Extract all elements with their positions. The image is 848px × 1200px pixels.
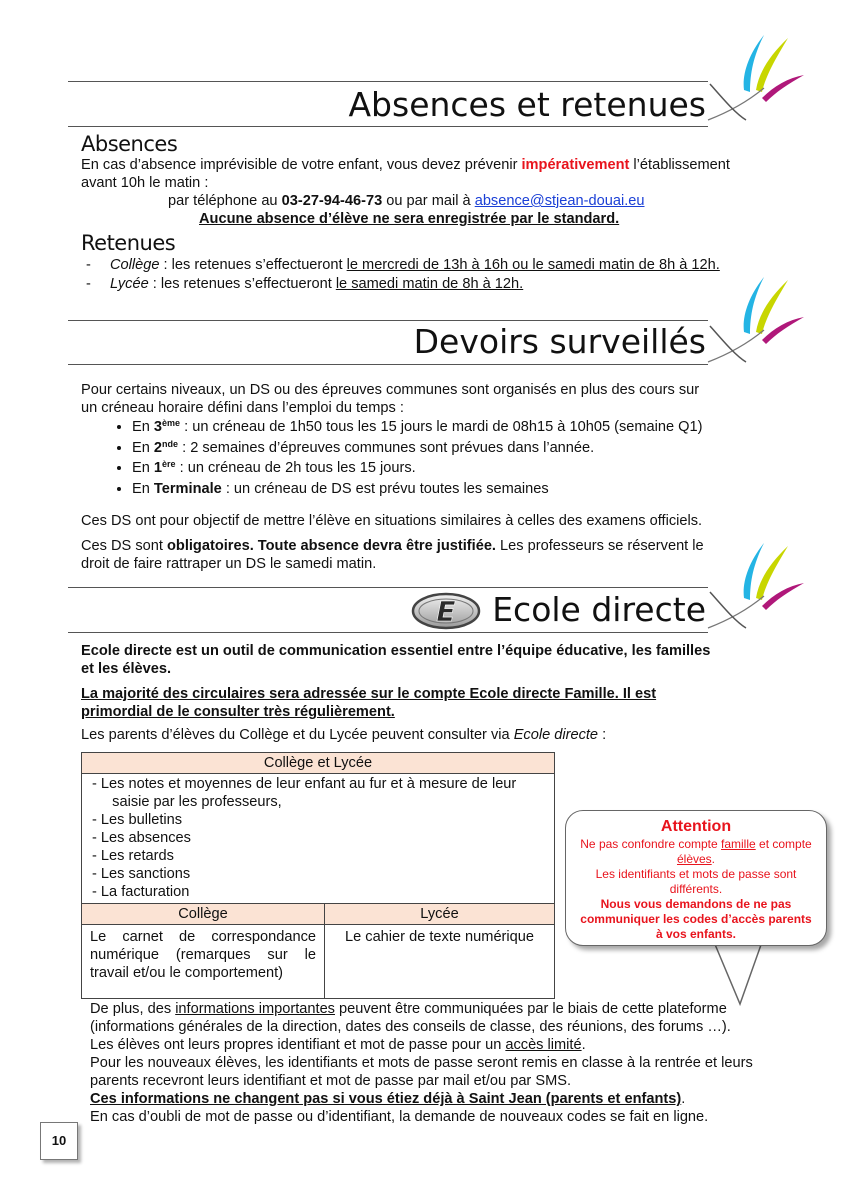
attention-callout: Attention Ne pas confondre compte famille et compte élèves. Les identifiants et mots de passe sont différents. Nous vous demandons de ne pas communiquer les codes d’accès parents à vos enfants. bbox=[565, 810, 827, 946]
ecole-parents-line: Les parents d’élèves du Collège et du Lycée peuvent consulter via Ecole directe : bbox=[81, 727, 607, 743]
absence-email-link[interactable]: absence@stjean-douai.eu bbox=[474, 193, 645, 209]
devoirs-levels-list bbox=[98, 418, 792, 500]
absences-paragraph: En cas d’absence imprévisible de votre enfant, vous devez prévenir impérativement l’établissement avant 10h le matin : bbox=[81, 157, 730, 191]
absences-warning: Aucune absence d’élève ne sera enregistrée par le standard. bbox=[199, 211, 620, 227]
heading-absences: Absences bbox=[81, 132, 178, 156]
list-item: - Les absences bbox=[92, 830, 191, 846]
decorative-swoosh-logo bbox=[704, 528, 814, 633]
retenue-item-lycee: - Lycée : les retenues s’effectueront le samedi matin de 8h à 12h. bbox=[86, 276, 524, 292]
decorative-swoosh-logo bbox=[704, 20, 814, 125]
list-item: - Les bulletins bbox=[92, 812, 183, 828]
list-item: • En 1ère : un créneau de 2h tous les 15 jours. bbox=[132, 459, 792, 477]
section-title-devoirs: Devoirs surveillés bbox=[413, 322, 706, 361]
list-item: • En 2nde : 2 semaines d’épreuves communes sont prévues dans l’année. bbox=[132, 439, 792, 457]
retenue-item-college: - Collège : les retenues s’effectueront le mercredi de 13h à 16h ou le samedi matin de 8h à 12h. bbox=[86, 257, 720, 273]
table-header-lycee: Lycée bbox=[325, 904, 555, 925]
page-number: 10 bbox=[40, 1122, 78, 1160]
section-rule-top bbox=[68, 587, 708, 588]
imperativement-emphasis: impérativement bbox=[521, 157, 630, 173]
section-title-ecole-directe: Ecole directe bbox=[492, 590, 706, 629]
decorative-swoosh-logo bbox=[704, 262, 814, 367]
list-item: - La facturation bbox=[92, 884, 190, 900]
list-item: - Les sanctions bbox=[92, 866, 191, 882]
devoirs-obligation: Ces DS sont obligatoires. Toute absence devra être justifiée. Les professeurs se réservent le droit de faire rattraper un DS le samedi matin. bbox=[81, 538, 704, 572]
list-item: • En Terminale : un créneau de DS est prévu toutes les semaines bbox=[132, 480, 792, 498]
absences-contact: par téléphone au 03-27-94-46-73 ou par mail à absence@stjean-douai.eu bbox=[168, 193, 645, 209]
table-cell-college: Le carnet de correspondance numérique (remarques sur le travail et/ou le comportement) bbox=[82, 925, 325, 999]
table-cell-both bbox=[82, 774, 555, 904]
attention-title: Attention bbox=[660, 818, 732, 835]
devoirs-objective: Ces DS ont pour objectif de mettre l’élève en situations similaires à celles des examens officiels. bbox=[81, 513, 703, 529]
list-item: • En 3ème : un créneau de 1h50 tous les 15 jours le mardi de 08h15 à 10h05 (semaine Q1) bbox=[132, 418, 792, 436]
section-rule-bottom bbox=[68, 632, 708, 633]
ecole-directe-table bbox=[81, 752, 555, 999]
table-header-college: Collège bbox=[82, 904, 325, 925]
ecole-directe-logo-letter: E bbox=[436, 595, 456, 628]
ecole-circulaires-notice: La majorité des circulaires sera adressée sur le compte Ecole directe Famille. Il est primordial de le consulter très régulièrement. bbox=[81, 686, 657, 720]
ecole-details-paragraph: De plus, des informations importantes peuvent être communiquées par le biais de cette plateforme (informations générales de la direction, dates des conseils de classe, des réunions, des forums …). Les élèves ont leurs propres identifiant et mot de passe pour un accès limité. Pour les nouveaux élèves, les identifiants et mots de passe seront remis en classe à la rentrée et leurs parents recevront leurs identifiant et mot de passe par mail et/ou par SMS. Ces informations ne changent pas si vous étiez déjà à Saint Jean (parents et enfants). En cas d’oubli de mot de passe ou d’identifiant, la demande de nouveaux codes se fait en ligne. bbox=[90, 1001, 753, 1125]
section-title-absences-retenues: Absences et retenues bbox=[348, 85, 706, 124]
table-header-both: Collège et Lycée bbox=[82, 753, 555, 774]
list-item: - Les retards bbox=[92, 848, 174, 864]
table-cell-lycee: Le cahier de texte numérique bbox=[325, 925, 555, 999]
ecole-intro: Ecole directe est un outil de communication essentiel entre l’équipe éducative, les familles et les élèves. bbox=[81, 643, 711, 677]
section-rule-bottom bbox=[68, 126, 708, 127]
phone-number: 03-27-94-46-73 bbox=[281, 193, 383, 209]
heading-retenues: Retenues bbox=[81, 231, 176, 255]
section-rule-top bbox=[68, 81, 708, 82]
list-item: saisie par les professeurs, bbox=[100, 794, 282, 810]
devoirs-intro: Pour certains niveaux, un DS ou des épreuves communes sont organisés en plus des cours sur un créneau horaire défini dans l’emploi du temps : bbox=[81, 382, 700, 416]
section-rule-top bbox=[68, 320, 708, 321]
list-item: - Les notes et moyennes de leur enfant au fur et à mesure de leur bbox=[92, 776, 517, 792]
ecole-directe-logo-icon bbox=[410, 590, 482, 632]
section-rule-bottom bbox=[68, 364, 708, 365]
